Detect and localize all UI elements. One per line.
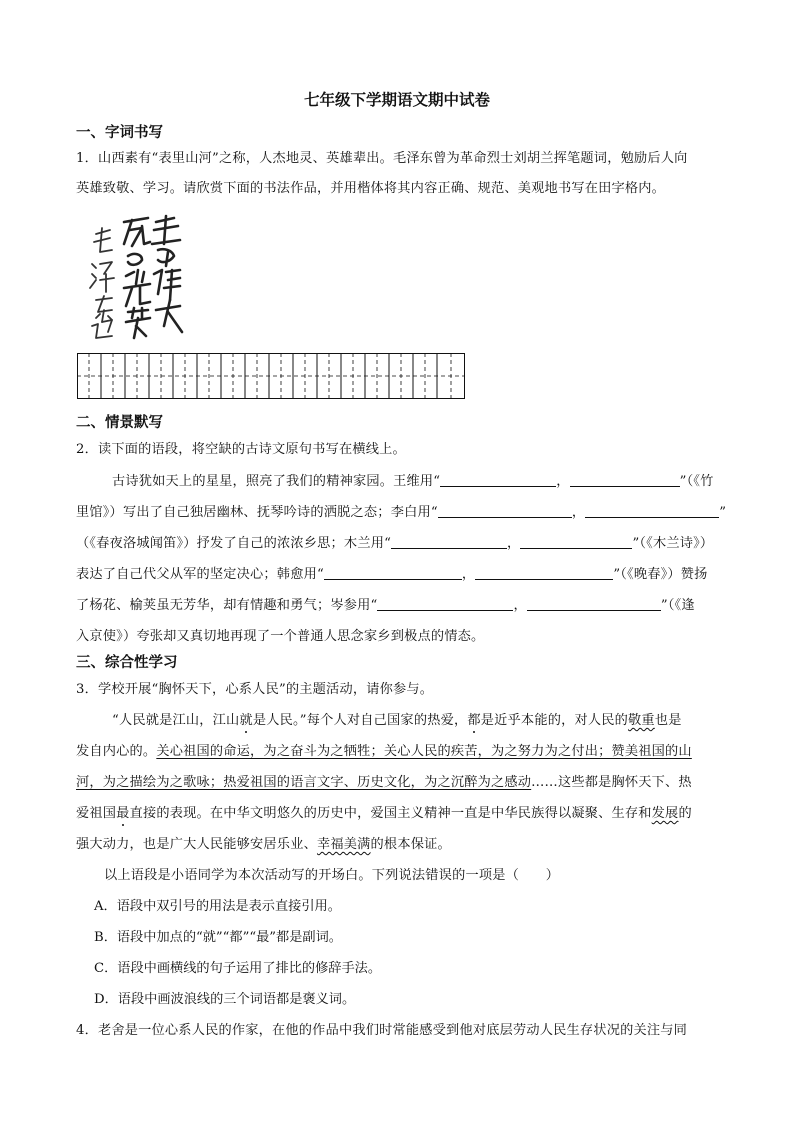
q2-intro: 2．读下面的语段，将空缺的古诗文原句书写在横线上。 — [76, 442, 406, 457]
answer-blank-1[interactable] — [440, 472, 556, 487]
q4-text: 4．老舍是一位心系人民的作家，在他的作品中我们时常能感受到他对底层劳动人民生存状况的关注与同 — [76, 1023, 688, 1038]
para-text: 发自内心的。 — [76, 744, 157, 759]
q3-intro: 3．学校开展“胸怀天下，心系人民”的主题活动，请你参与。 — [76, 682, 434, 697]
option-c[interactable]: C．语段中画横线的句子运用了排比的修辞手法。 — [94, 961, 382, 976]
dotted-word-zui: 最 — [116, 806, 130, 821]
q2-text: ”（《晚春》）赞扬 — [613, 567, 708, 582]
q2-text: ”（《木兰诗》） — [632, 536, 714, 551]
answer-blank-9[interactable] — [377, 596, 513, 611]
section-heading-1: 一、字词书写 — [76, 125, 163, 141]
q2-text: ” — [719, 505, 727, 520]
underlined-sentence-1: 关心祖国的命运，为之奋斗为之牺牲；关心人民的疾苦，为之努力为之付出；赞美祖国的山 — [156, 744, 692, 759]
q3-para-line-4 — [76, 802, 692, 821]
q2-comma: ， — [461, 567, 476, 582]
answer-blank-5[interactable] — [391, 534, 507, 549]
option-d[interactable]: D．语段中画波浪线的三个词语都是褒义词。 — [94, 992, 356, 1007]
q2-line-1 — [112, 470, 714, 489]
para-text: 也是 — [654, 713, 682, 728]
q3-question: 以上语段是小语同学为本次活动写的开场白。下列说法错误的一项是（ ） — [104, 868, 560, 883]
q2-comma: ， — [513, 598, 527, 613]
q2-line-5 — [76, 594, 695, 613]
answer-blank-3[interactable] — [438, 503, 572, 518]
wavy-word-3: 幸福美满 — [316, 837, 371, 852]
q2-text: 里馆》）写出了自己独居幽林、抚琴吟诗的洒脱之态；李白用“ — [76, 505, 438, 520]
wavy-word-1: 敬重 — [628, 713, 655, 728]
q2-comma: ， — [556, 474, 570, 489]
para-text: 是人民。”每个人对自己国家的热爱， — [252, 713, 468, 728]
answer-blank-10[interactable] — [527, 596, 661, 611]
dotted-word-jiu: 就 — [239, 713, 253, 728]
answer-blank-6[interactable] — [520, 534, 632, 549]
q3-para-line-2 — [76, 740, 692, 759]
para-text: 爱祖国 — [76, 806, 117, 821]
para-text: 强大动力，也是广大人民能够安居乐业、 — [76, 837, 317, 852]
tianzi-grid[interactable] — [77, 353, 467, 399]
q2-line-2 — [76, 501, 726, 520]
q2-text: ”（《竹 — [679, 474, 714, 489]
q2-text: 古诗犹如天上的星星，照亮了我们的精神家园。王维用“ — [112, 474, 441, 489]
wavy-word-2: 发展 — [651, 806, 679, 821]
q1-text-line2: 英雄致敬、学习。请欣赏下面的书法作品，并用楷体将其内容正确、规范、美观地书写在田字格内。 — [76, 181, 666, 196]
q3-para-line-1 — [112, 709, 682, 728]
q2-text: 表达了自己代父从军的坚定决心；韩愈用“ — [76, 567, 324, 582]
q2-text: （《春夜洛城闻笛》）抒发了自己的浓浓乡思；木兰用“ — [76, 536, 392, 551]
section-heading-2: 二、情景默写 — [76, 415, 163, 431]
q2-comma: ， — [571, 505, 586, 520]
para-text: 的根本保证。 — [370, 837, 451, 852]
section-heading-3: 三、综合性学习 — [76, 655, 178, 671]
q2-text: 了杨花、榆荚虽无芳华，却有情趣和勇气；岑参用“ — [76, 598, 378, 613]
option-a[interactable]: A．语段中双引号的用法是表示直接引用。 — [94, 899, 341, 914]
para-text: “人民就是江山，江山 — [112, 713, 240, 728]
q2-line-4 — [76, 563, 708, 582]
para-text: 的 — [678, 806, 692, 821]
q2-text: ”（《逢 — [660, 598, 695, 613]
q2-line-3 — [76, 532, 713, 551]
para-text: 是近乎本能的，对人民的 — [480, 713, 629, 728]
underlined-sentence-2: 河，为之描绘为之歌咏；热爱祖国的语言文字、历史文化，为之沉醉为之感动 — [76, 775, 532, 790]
para-text: ……这些都是胸怀天下、热 — [531, 775, 692, 790]
answer-blank-4[interactable] — [585, 503, 719, 518]
q1-text-line1: 1．山西素有“表里山河”之称，人杰地灵、英雄辈出。毛泽东曾为革命烈士刘胡兰挥笔题词，勉励后人向 — [76, 151, 688, 166]
q3-para-line-5 — [76, 833, 451, 852]
q2-comma: ， — [507, 536, 521, 551]
q2-line-6: 入京使》）夸张却又真切地再现了一个普通人思念家乡到极点的情态。 — [76, 629, 485, 644]
calligraphy-image — [84, 214, 184, 342]
answer-blank-7[interactable] — [324, 565, 462, 580]
dotted-word-dou: 都 — [467, 713, 481, 728]
q3-para-line-3 — [76, 771, 692, 790]
answer-blank-8[interactable] — [475, 565, 613, 580]
page-title: 七年级下学期语文期中试卷 — [303, 91, 490, 109]
para-text: 直接的表现。在中华文明悠久的历史中，爱国主义精神一直是中华民族得以凝聚、生存和 — [129, 806, 652, 821]
option-b[interactable]: B．语段中加点的“就”“都”“最”都是副词。 — [94, 930, 342, 945]
answer-blank-2[interactable] — [570, 472, 680, 487]
